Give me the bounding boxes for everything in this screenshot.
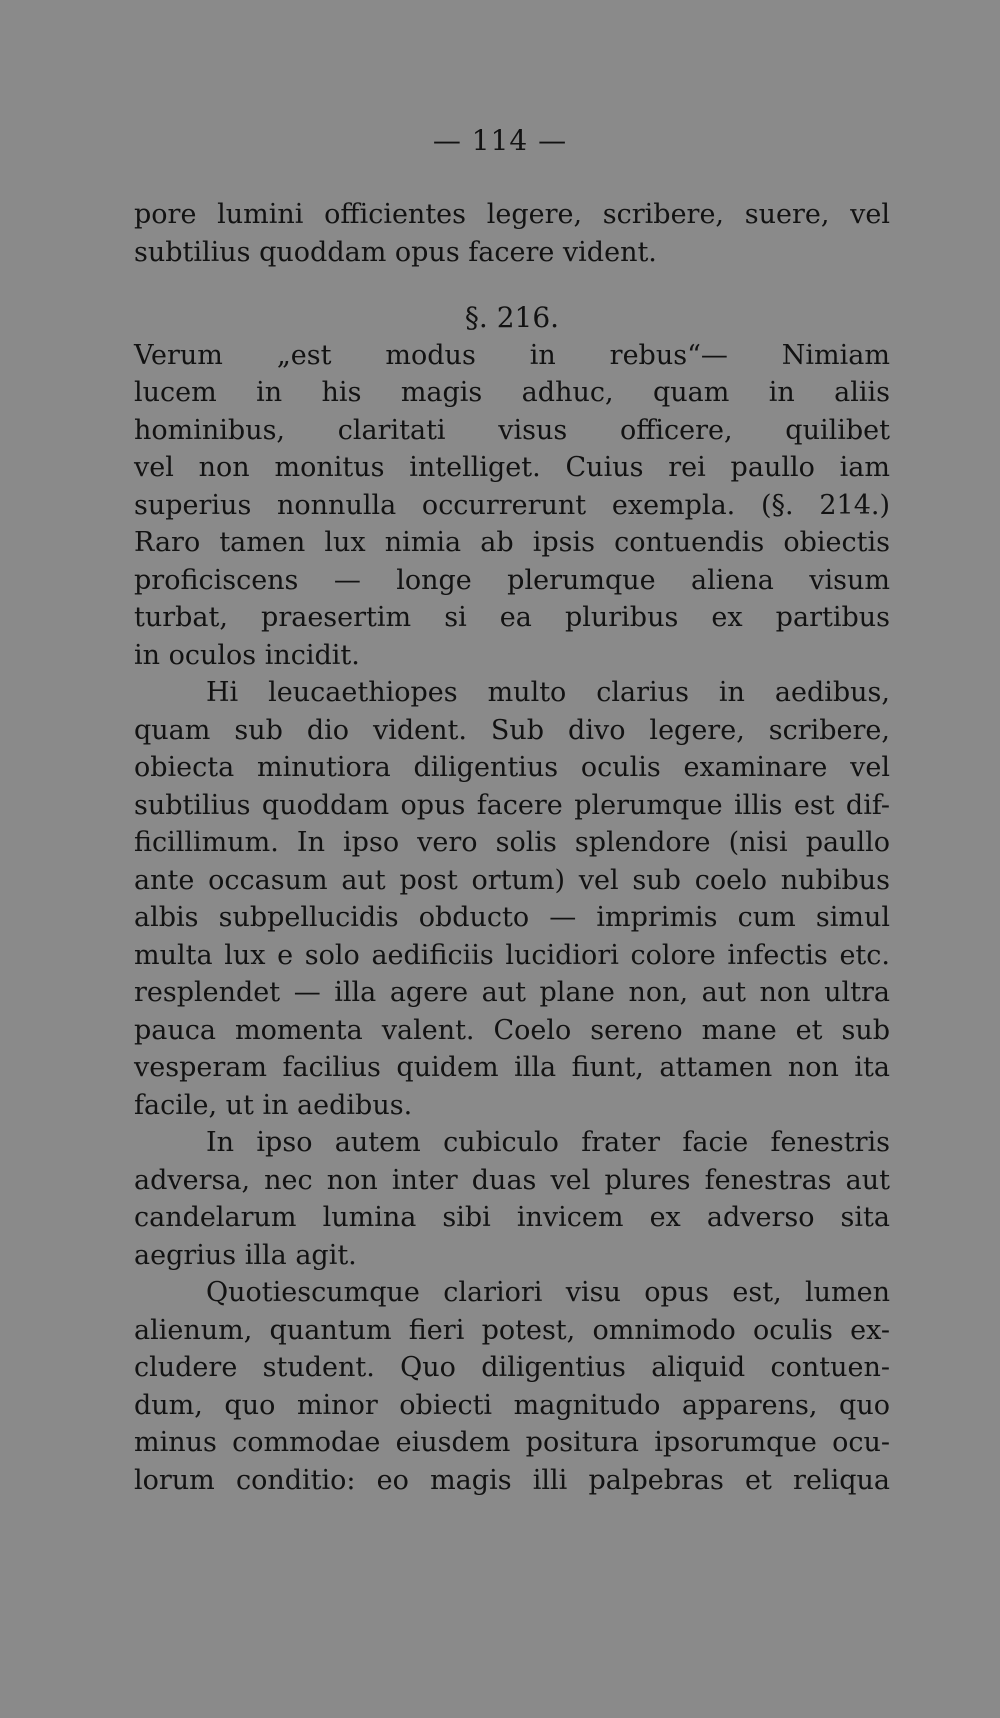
- text-line: superius nonnulla occurrerunt exempla. (§. 214.): [134, 489, 890, 521]
- text-line: vesperam facilius quidem illa fiunt, attamen non ita: [134, 1052, 890, 1083]
- text-line: cludere student. Quo diligentius aliquid contuen-: [134, 1352, 890, 1383]
- paragraph-first-line: In ipso autem cubiculo frater facie fenestris: [206, 1127, 890, 1158]
- text-line: adversa, nec non inter duas vel plures fenestras aut: [134, 1164, 890, 1196]
- text-line: quam sub dio vident. Sub divo legere, scribere,: [134, 714, 890, 746]
- text-line: resplendet — illa agere aut plane non, aut non ultra: [134, 977, 890, 1008]
- text-line: aegrius illa agit.: [134, 1239, 357, 1271]
- text-line: Verum „est modus in rebus“— Nimiam: [134, 339, 890, 371]
- text-line: obiecta minutiora diligentius oculis examinare vel: [134, 752, 890, 783]
- text-line: lucem in his magis adhuc, quam in aliis: [134, 377, 890, 408]
- section-spacer: [134, 271, 890, 299]
- text-line: minus commodae eiusdem positura ipsorumque ocu-: [134, 1427, 890, 1458]
- text-line: pauca momenta valent. Coelo sereno mane et sub: [134, 1014, 890, 1046]
- text-line: vel non monitus intelliget. Cuius rei paullo iam: [134, 452, 890, 483]
- text-line: albis subpellucidis obducto — imprimis cum simul: [134, 902, 890, 933]
- text-line: alienum, quantum fieri potest, omnimodo oculis ex-: [134, 1314, 890, 1346]
- section-heading: §. 216.: [464, 301, 560, 334]
- text-line: subtilius quoddam opus facere vident.: [134, 236, 657, 268]
- paragraph-first-line: Quotiescumque clariori visu opus est, lumen: [206, 1277, 890, 1308]
- text-line: in oculos incidit.: [134, 639, 360, 671]
- text-line: dum, quo minor obiecti magnitudo apparens, quo: [134, 1389, 890, 1421]
- text-line: ante occasum aut post ortum) vel sub coelo nubibus: [134, 864, 890, 896]
- text-line: facile, ut in aedibus.: [134, 1089, 413, 1121]
- page-body: [134, 196, 890, 1499]
- text-line: ficillimum. In ipso vero solis splendore (nisi paullo: [134, 827, 890, 858]
- text-line: lorum conditio: eo magis illi palpebras et reliqua: [134, 1464, 890, 1496]
- text-line: subtilius quoddam opus facere plerumque illis est dif-: [134, 789, 890, 821]
- text-line: Raro tamen lux nimia ab ipsis contuendis obiectis: [134, 527, 890, 558]
- text-line: candelarum lumina sibi invicem ex adverso sita: [134, 1202, 890, 1233]
- text-line: proficiscens — longe plerumque aliena visum: [134, 564, 890, 596]
- page-number: — 114 —: [432, 124, 568, 157]
- text-line: pore lumini officientes legere, scribere, suere, vel: [134, 199, 890, 230]
- paragraph-first-line: Hi leucaethiopes multo clarius in aedibus,: [206, 677, 890, 708]
- text-line: turbat, praesertim si ea pluribus ex partibus: [134, 602, 890, 633]
- text-line: hominibus, claritati visus officere, quilibet: [134, 414, 890, 446]
- text-line: multa lux e solo aedificiis lucidiori colore infectis etc.: [134, 939, 890, 971]
